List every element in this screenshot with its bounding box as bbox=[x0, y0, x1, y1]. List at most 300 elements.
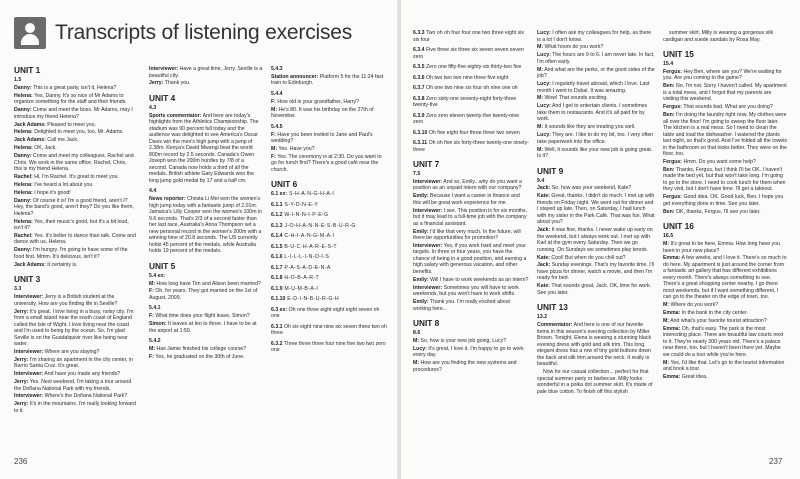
dialogue-text: And here are today's highlights from the Athletics Championship. The stadium was 90 percent full today and the audience was delighted to see America's Oscar Davis win the men's high jump with a jump of 2.38m. Kenya's David Mwangi beat the world 800m record by 2.5 seconds. Canada's Owen Joseph won the 200m hurdles by 7/8 of a second. Canada now holds a third of all the medals. British athlete Gary Edwards won the long jump gold medal by 17 and a half cm. bbox=[149, 112, 259, 184]
dialogue-line bbox=[537, 52, 655, 65]
dialogue-text: This is a great party, isn't it, Helena? bbox=[31, 84, 117, 91]
dialogue-line bbox=[149, 313, 263, 320]
person-icon bbox=[14, 17, 46, 49]
track-text: Oh oh five six forty-three twenty-one ninety-three bbox=[413, 140, 529, 153]
dialogue-line bbox=[271, 154, 387, 174]
dialogue-text: Hmm. Do you want some help? bbox=[682, 158, 756, 165]
dialogue-line bbox=[663, 360, 788, 373]
speaker-name: Interviewer: bbox=[14, 371, 44, 378]
speaker-name: F: bbox=[149, 354, 154, 361]
speaker-name: Ben: bbox=[663, 166, 675, 173]
track-number: 5.4.4 bbox=[271, 90, 283, 97]
text-column-4 bbox=[413, 30, 529, 375]
speaker-name: M: bbox=[537, 44, 544, 51]
dialogue-text: Thank you. bbox=[163, 80, 191, 87]
dialogue-line bbox=[663, 112, 788, 158]
dialogue-text: How are you finding the new systems and procedures? bbox=[413, 360, 517, 373]
unit-heading: UNIT 9 bbox=[537, 165, 564, 176]
track-text: Oh five eight four three three two seven bbox=[427, 129, 520, 136]
speaker-name: Jerry: bbox=[14, 308, 29, 315]
dialogue-line bbox=[663, 241, 788, 254]
track-number: 6.1.4 bbox=[271, 233, 283, 240]
text-column-6 bbox=[663, 30, 788, 382]
speaker-name: Emma: bbox=[663, 255, 681, 262]
dialogue-line bbox=[271, 107, 387, 120]
dialogue-line bbox=[14, 198, 136, 218]
speaker-name: F: bbox=[271, 131, 276, 138]
track-line bbox=[413, 75, 529, 82]
dialogue-line bbox=[14, 233, 136, 246]
dialogue-line bbox=[271, 74, 387, 87]
page-number-left: 236 bbox=[14, 457, 28, 466]
dialogue-text: Yes, he graduated on the 30th of June. bbox=[153, 354, 245, 361]
speaker-name: Interviewer: bbox=[14, 393, 44, 400]
track-number: 6.1.3 bbox=[271, 222, 283, 229]
page-header bbox=[14, 14, 394, 52]
track-number: 6.3.1 bbox=[271, 323, 283, 330]
dialogue-line bbox=[14, 379, 136, 392]
dialogue-line bbox=[537, 81, 655, 94]
unit-heading: UNIT 3 bbox=[14, 274, 41, 285]
track-number: 6.3.4 bbox=[413, 47, 425, 53]
track-number: 6.3 ex: bbox=[271, 306, 288, 313]
track-line bbox=[537, 314, 655, 321]
dialogue-line bbox=[14, 247, 136, 260]
track-text: Zero sixty-one seventy-eight forty-three twenty-five bbox=[413, 95, 517, 108]
track-number: 6.3.3 bbox=[413, 30, 425, 36]
track-number: 7.5 bbox=[413, 171, 421, 177]
track-number: 6.3.7 bbox=[413, 85, 425, 91]
track-line bbox=[271, 244, 387, 251]
dialogue-text: So, how is your new job going, Lucy? bbox=[419, 338, 507, 345]
track-number: 4.3 bbox=[149, 104, 157, 111]
dialogue-text: It's great to be here, Emma. How long have you been in your new place? bbox=[663, 241, 780, 254]
dialogue-line bbox=[413, 193, 529, 206]
speaker-name: Danny: bbox=[14, 153, 32, 160]
track-line bbox=[271, 275, 387, 282]
dialogue-line bbox=[413, 285, 529, 298]
right-page bbox=[401, 0, 800, 479]
dialogue-line bbox=[663, 255, 788, 301]
track-line bbox=[271, 341, 387, 354]
track-number: 6.3.5 bbox=[413, 64, 425, 70]
speaker-name: M: bbox=[271, 145, 278, 152]
speaker-name: Ben: bbox=[663, 208, 675, 215]
speaker-name: Helena: bbox=[14, 218, 33, 225]
dialogue-text: I've heard a lot about you. bbox=[32, 181, 94, 188]
dialogue-line bbox=[413, 277, 529, 284]
speaker-name: Lucy: bbox=[413, 345, 427, 352]
speaker-name: Kate: bbox=[537, 283, 550, 290]
speaker-name: M: bbox=[149, 346, 156, 353]
dialogue-text: Yes, if you work hard and meet your targets. In three or four years, you have the chance of being in a good position, and earning a high salary with generous vacation, and other benefits. bbox=[413, 242, 527, 275]
speaker-name: Lucy: bbox=[537, 103, 551, 110]
track-number: 13.2 bbox=[537, 314, 548, 321]
dialogue-text: Platform 5 for the 11:24 fast train to Edinburgh. bbox=[271, 73, 384, 87]
track-number: 5.4.2 bbox=[149, 338, 161, 345]
speaker-name: Jerry: bbox=[14, 379, 29, 386]
track-text: Oh one three eight eight eight seven oh one bbox=[271, 306, 380, 320]
track-line bbox=[149, 105, 263, 112]
dialogue-line bbox=[663, 194, 788, 207]
track-line bbox=[537, 178, 655, 185]
dialogue-line bbox=[14, 357, 136, 370]
track-text: Oh two two two nine three five eight bbox=[424, 74, 509, 81]
track-line bbox=[271, 223, 387, 230]
unit-heading: UNIT 16 bbox=[663, 221, 694, 232]
dialogue-text: Oh, that's easy. The park is the most interesting place. There are beautiful law courts next to it. They're nearly 300 years old. There's a palace near there, too, but I haven't been there yet. Maybe we could do a tour while you're here. bbox=[663, 325, 784, 358]
dialogue-line bbox=[537, 44, 655, 51]
dialogue-text: I often ask my colleagues for help, as there is a lot I don't know. bbox=[537, 30, 652, 43]
track-line bbox=[271, 212, 387, 219]
track-number: 1.5 bbox=[14, 77, 22, 83]
unit-heading: UNIT 1 bbox=[14, 65, 41, 75]
dialogue-text: Because I want a career in finance and this will be great work experience for me. bbox=[413, 193, 520, 206]
dialogue-text: Sometimes you will have to work weekends, but you won't have to work shifts. bbox=[413, 284, 519, 298]
track-line bbox=[413, 96, 529, 109]
speaker-name: F: bbox=[271, 98, 276, 105]
dialogue-text: Cool! But when do you chill out? bbox=[549, 254, 626, 261]
page-title: Transcripts of listening exercises bbox=[55, 21, 353, 44]
track-number: 4.4 bbox=[149, 188, 157, 195]
track-number: 6.1.8 bbox=[271, 275, 283, 282]
dialogue-text: It was fine, thanks. I never wake up early on the weekend, but I always work out. I met up with Karl at the gym every Saturday. Then we go running. On Sundays we sometimes play tennis. bbox=[537, 227, 653, 253]
dialogue-text: That sounds great, Jack. OK, time for work. See you later. bbox=[537, 283, 652, 296]
speaker-name: M: bbox=[413, 338, 420, 345]
dialogue-text: And have you made any friends? bbox=[43, 371, 121, 378]
speaker-name: Jack Adams: bbox=[14, 137, 46, 144]
speaker-name: Ben: bbox=[663, 112, 675, 119]
dialogue-text: Call me Jack. bbox=[45, 137, 79, 144]
speaker-name: Jerry: bbox=[14, 401, 29, 408]
track-number: 5.4.1 bbox=[149, 305, 161, 312]
unit-heading: UNIT 5 bbox=[149, 260, 176, 271]
speaker-name: Station announcer: bbox=[271, 73, 319, 80]
dialogue-text: OK, thanks, Fergus. I'll see you later. bbox=[674, 208, 761, 215]
paragraph: Now for our casual collection... perfect for that special summer party or barbecue. Milly looks wonderful in a polka dot summer skirt. It's made of pale blue cotton. To finish off this stylish bbox=[537, 369, 653, 395]
track-text: B-U-C-H-A-R-E-S-T bbox=[282, 243, 338, 250]
dialogue-line bbox=[14, 219, 136, 232]
dialogue-text: What time does your flight leave, Simon? bbox=[153, 313, 250, 320]
speaker-name: Interviewer: bbox=[14, 294, 44, 301]
track-line bbox=[271, 124, 387, 131]
dialogue-text: No. I'm not. Sorry I haven't called. My apartment is a total mess, and I forgot that my parents are visiting this weekend. bbox=[663, 83, 787, 103]
speaker-name: Simon: bbox=[149, 321, 167, 328]
track-text: J-O-H-A-N-N-E-S-B-U-R-G bbox=[282, 222, 356, 229]
track-number: 6.1.10 bbox=[271, 296, 286, 303]
dialogue-line bbox=[537, 67, 655, 80]
speaker-name: F: bbox=[149, 288, 154, 295]
dialogue-line bbox=[663, 318, 788, 325]
unit-heading: UNIT 6 bbox=[271, 179, 298, 190]
track-number: 5.4 ex: bbox=[149, 272, 166, 279]
track-number: 6.1.5 bbox=[271, 243, 283, 250]
dialogue-text: Thanks, Fergus, but I think I'll be OK. I haven't made the bed yet, but that won't take long. I'm going to go to the store. I need to cook lunch for them when they visit, but I don't have time. I'll get a takeout. bbox=[663, 166, 786, 193]
dialogue-line bbox=[663, 310, 788, 317]
dialogue-line bbox=[149, 288, 263, 301]
dialogue-text: Thank you. I'm really excited about working here... bbox=[413, 299, 510, 312]
dialogue-text: Has Jamie finished his college course? bbox=[155, 346, 247, 353]
dialogue-line bbox=[14, 349, 136, 356]
dialogue-line bbox=[14, 153, 136, 173]
speaker-name: M: bbox=[271, 106, 278, 113]
track-text: E-D-I-N-B-U-R-G-H bbox=[285, 296, 340, 303]
dialogue-line bbox=[663, 302, 788, 309]
speaker-name: Rachel: bbox=[14, 232, 33, 239]
dialogue-text: The hours are 9 to 6. I am never late. In fact, I'm often early. bbox=[537, 52, 655, 65]
speaker-name: F: bbox=[149, 313, 154, 320]
dialogue-text: Will I have to work weekends as an intern? bbox=[428, 276, 529, 283]
dialogue-text: Yes. Next weekend, I'm taking a tour around the Doñana National Park with my friends. bbox=[14, 379, 132, 392]
dialogue-text: I'm doing the laundry right now. My clothes were all over the floor! I'm going to sweep the floor later. The kitchen is a real mess. So I need to clean the table and load the dishwasher. I watered the plants last night, so that's good. And I've folded all the towels in the bathroom so that looks better. They were on the floor, too. bbox=[663, 112, 787, 158]
track-line bbox=[271, 296, 387, 303]
track-number: 6.3.8 bbox=[413, 95, 425, 102]
speaker-name: M: bbox=[663, 302, 670, 309]
track-line bbox=[271, 66, 387, 73]
speaker-name: Emma: bbox=[663, 310, 681, 317]
dialogue-text: It's in the mountains. I'm really looking forward to it. bbox=[14, 401, 136, 414]
dialogue-line bbox=[537, 147, 655, 160]
track-number: 15.4 bbox=[663, 61, 674, 67]
track-line bbox=[271, 324, 387, 337]
dialogue-text: That sounds bad. What are you doing? bbox=[682, 104, 773, 111]
speaker-name: Jack: bbox=[537, 262, 551, 269]
dialogue-line bbox=[413, 338, 529, 345]
speaker-name: Interviewer: bbox=[149, 66, 179, 72]
track-text: Five three six three six seven seven seven zero bbox=[413, 47, 524, 60]
dialogue-line bbox=[663, 326, 788, 359]
dialogue-text: Yes, Danny. It's so nice of Mr Adams to organize something for the staff and their friends. bbox=[14, 92, 127, 106]
dialogue-line bbox=[413, 179, 529, 192]
dialogue-text: And I get to entertain clients. I sometimes take them to restaurants. And it's all paid for by work. bbox=[537, 103, 648, 123]
track-number: 6.1.9 bbox=[271, 285, 283, 292]
speaker-name: Jack Adams: bbox=[14, 261, 46, 268]
dialogue-text: Yes. It's better to dance than talk. Come and dance with us, Helena. bbox=[14, 232, 136, 246]
dialogue-line bbox=[14, 174, 136, 181]
dialogue-line bbox=[14, 85, 136, 92]
unit-heading: UNIT 13 bbox=[537, 302, 568, 313]
dialogue-line bbox=[537, 193, 655, 226]
track-text: Two oh oh four four one two three eight six six four bbox=[413, 30, 524, 43]
track-text: S-Y-D-N-E-Y bbox=[282, 201, 319, 208]
dialogue-text: I'm sharing an apartment in the city center, in Barrio Santa Cruz. It's great. bbox=[14, 356, 133, 370]
speaker-name: Interviewer: bbox=[413, 178, 443, 185]
dialogue-line bbox=[149, 281, 263, 288]
dialogue-line bbox=[14, 107, 136, 120]
dialogue-line bbox=[537, 283, 655, 296]
speaker-name: Fergus: bbox=[663, 194, 683, 201]
dialogue-line bbox=[149, 196, 263, 255]
dialogue-line bbox=[271, 146, 387, 153]
dialogue-text: Come and meet my colleagues, Rachel and Chris. We work in the same office. Rachel, Chris, this is my friend Helena. bbox=[14, 153, 134, 173]
dialogue-line bbox=[413, 208, 529, 228]
dialogue-line bbox=[14, 262, 136, 269]
dialogue-text: In the bank in the city center. bbox=[680, 310, 748, 317]
dialogue-line bbox=[537, 185, 655, 192]
dialogue-text: They are. I like to do my bit, too. I very often take paperwork into the office. bbox=[537, 132, 654, 145]
dialogue-text: It sounds like they are treating you well. bbox=[543, 124, 636, 131]
track-line bbox=[149, 305, 263, 312]
speaker-name: Danny: bbox=[14, 247, 32, 254]
dialogue-text: OK, Jack. bbox=[32, 145, 57, 152]
dialogue-line bbox=[149, 80, 263, 87]
dialogue-text: Great idea. bbox=[680, 374, 708, 381]
dialogue-text: Yes, I'd like that. Let's go to the tourist information and book a tour. bbox=[663, 359, 785, 373]
dialogue-line bbox=[537, 255, 655, 262]
speaker-name: Danny: bbox=[14, 107, 32, 114]
track-line bbox=[271, 191, 387, 198]
speaker-name: Interviewer: bbox=[413, 242, 443, 249]
speaker-name: Lucy: bbox=[537, 30, 551, 36]
dialogue-text: And what's your favorite tourist attraction? bbox=[669, 318, 767, 325]
dialogue-line bbox=[537, 132, 655, 145]
track-text: Oh six eight nine nine six seven three two oh three bbox=[271, 323, 387, 337]
speaker-name: Jack Adams: bbox=[14, 121, 46, 128]
speaker-name: News reporter: bbox=[149, 196, 186, 203]
unit-heading: UNIT 15 bbox=[663, 49, 694, 59]
dialogue-text: Of course it is! I'm a good friend, aren't I? Hey, the band's good, aren't they? Do you like them, Helena? bbox=[14, 197, 134, 217]
speaker-name: Helena: bbox=[14, 92, 33, 99]
unit-heading: UNIT 8 bbox=[413, 318, 440, 329]
track-text: W-I-N-N-I-P-E-G bbox=[282, 212, 329, 219]
dialogue-line bbox=[537, 95, 655, 102]
speaker-name: Ben: bbox=[663, 83, 675, 90]
track-text: Oh one two nine six four oh nine one oh bbox=[424, 85, 518, 91]
dialogue-text: Where are you staying? bbox=[43, 348, 100, 355]
dialogue-line bbox=[14, 129, 136, 136]
dialogue-text: Delighted to meet you, too, Mr. Adams. bbox=[32, 129, 124, 136]
dialogue-line bbox=[149, 346, 263, 353]
track-text: Zero zero eleven twenty-five twenty-nine zero bbox=[413, 112, 520, 125]
dialogue-line bbox=[663, 104, 788, 111]
track-line bbox=[413, 171, 529, 178]
dialogue-line bbox=[413, 243, 529, 276]
dialogue-text: How long have Tim and Alison been married? bbox=[155, 280, 261, 287]
speaker-name: Sports commentator: bbox=[149, 112, 202, 119]
dialogue-text: Hi, I'm Rachel. It's great to meet you. bbox=[32, 174, 119, 181]
dialogue-line bbox=[537, 227, 655, 253]
dialogue-text: I regularly travel abroad, which I love. Last month I went to Dubai. It was amazing. bbox=[537, 81, 650, 94]
track-number: 6.1.6 bbox=[271, 254, 283, 261]
dialogue-line bbox=[14, 190, 136, 197]
track-number: 16.5 bbox=[663, 233, 674, 240]
dialogue-line bbox=[537, 322, 655, 368]
speaker-name: Emily: bbox=[413, 228, 429, 235]
dialogue-line bbox=[14, 393, 136, 400]
dialogue-text: And so, Emily...why do you want a position as an unpaid intern with our company? bbox=[413, 178, 522, 192]
track-number: 6.3.10 bbox=[413, 129, 428, 136]
dialogue-text: And here is one of our favorite items in this season's evening collection by Miller Brown. Tonight, Elena is wearing a stunning black evening dress with gold and silk trim. This long, elegant dress has a row of tiny gold buttons down the back and silk trim around the neck. It really is beautiful. bbox=[537, 322, 652, 368]
dialogue-text: Sunday evenings. That's my favorite time. I'll have pizza for dinner, watch a movie, and then I'm ready for bed. bbox=[537, 262, 654, 282]
speaker-name: Commentator: bbox=[537, 322, 573, 329]
speaker-name: Lucy: bbox=[537, 52, 551, 59]
track-number: 6.3.11 bbox=[413, 140, 428, 146]
dialogue-text: Where's the Doñana National Park? bbox=[43, 393, 128, 400]
speaker-name: M: bbox=[663, 241, 670, 248]
speaker-name: Rachel: bbox=[14, 174, 33, 181]
dialogue-line bbox=[149, 66, 263, 79]
dialogue-text: Great, thanks. I didn't do much. I met up with friends on Friday night. We went out for dinner and I stayed up late. Then, on Saturday, I had lunch with my sister in the Park Café. That was fun. What about you? bbox=[537, 193, 655, 226]
track-text: Three three three four nine five two two zero one bbox=[271, 340, 386, 354]
dialogue-text: Good idea. OK. Good luck, Ben. I hope you get everything done in time. See you later. bbox=[663, 194, 784, 207]
dialogue-text: Jerry is a British student at the university. How are you finding life in Seville? bbox=[14, 294, 118, 307]
speaker-name: Helena: bbox=[14, 189, 33, 196]
dialogue-text: How old is your grandfather, Harry? bbox=[275, 98, 359, 105]
track-line bbox=[413, 64, 529, 71]
paragraph: summer skirt, Milly is wearing a gorgeous silk cardigan and suede sandals by Rosa May. bbox=[663, 30, 774, 43]
dialogue-line bbox=[14, 182, 136, 189]
dialogue-line bbox=[663, 159, 788, 166]
track-line bbox=[271, 265, 387, 272]
dialogue-text: So, how was your weekend, Kate? bbox=[550, 185, 632, 192]
speaker-name: M: bbox=[537, 66, 544, 73]
dialogue-line bbox=[663, 167, 788, 193]
dialogue-text: It's great. I love living in a busy, noisy city. I'm from a small island near the south coast of England called the Isle of Wight. I love living near the coast and I'm used to being by the ocean. So, I'm glad Seville is on the Guadalquivir river like being near water. bbox=[14, 308, 134, 348]
track-text: C-H-I-A-N-G-M-A-I bbox=[282, 233, 335, 240]
speaker-name: F: bbox=[271, 153, 276, 160]
dialogue-line bbox=[14, 137, 136, 144]
dialogue-text: Yes. Have you? bbox=[277, 145, 315, 152]
dialogue-text: Well, it sounds like your new job is going great. Is it? bbox=[537, 146, 653, 160]
dialogue-text: Have you been invited to Jane and Paul's wedding? bbox=[271, 131, 373, 145]
dialogue-line bbox=[14, 93, 136, 106]
dialogue-text: I hope it's good! bbox=[32, 189, 71, 196]
dialogue-line bbox=[537, 124, 655, 131]
dialogue-line bbox=[663, 374, 788, 381]
track-text: P-A-S-A-D-E-N-A bbox=[282, 264, 331, 271]
dialogue-line bbox=[537, 262, 655, 282]
track-number: 6.1 ex: bbox=[271, 191, 288, 198]
dialogue-text: It's great, I love it. I'm happy to go to work every day. bbox=[413, 345, 524, 359]
speaker-name: M: bbox=[149, 280, 156, 287]
track-line bbox=[271, 286, 387, 293]
unit-heading: UNIT 4 bbox=[149, 92, 176, 103]
text-column-5 bbox=[537, 30, 655, 397]
track-line bbox=[413, 85, 529, 92]
track-line bbox=[413, 113, 529, 126]
track-number: 6.1.1 bbox=[271, 201, 283, 208]
speaker-name: Emma: bbox=[663, 374, 681, 381]
dialogue-line bbox=[14, 122, 136, 129]
dialogue-text: He's 80. It was his birthday on the 27th of November. bbox=[271, 106, 374, 120]
speaker-name: Helena: bbox=[14, 129, 33, 136]
track-number: 8.6 bbox=[413, 330, 421, 337]
text-column-2 bbox=[149, 66, 263, 362]
dialogue-text: It leaves at ten to three. I have to be at the airport at 1:50. bbox=[149, 321, 257, 334]
dialogue-text: What hours do you work? bbox=[543, 44, 604, 51]
track-number: 6.1.7 bbox=[271, 264, 283, 271]
dialogue-text: Where do you work? bbox=[669, 302, 719, 309]
track-line bbox=[14, 286, 136, 293]
dialogue-text: It certainly is. bbox=[45, 261, 78, 268]
speaker-name: Emma: bbox=[663, 325, 681, 332]
track-line bbox=[413, 140, 529, 153]
speaker-name: Helena: bbox=[14, 145, 33, 152]
track-line bbox=[271, 233, 387, 240]
dialogue-text: I'd like that very much. In the future, will there be opportunities for promotion? bbox=[413, 228, 521, 242]
speaker-name: M: bbox=[537, 146, 544, 153]
dialogue-line bbox=[413, 346, 529, 359]
dialogue-line bbox=[149, 354, 263, 361]
speaker-name: Danny: bbox=[14, 197, 32, 204]
track-line bbox=[149, 188, 263, 195]
dialogue-text: A few weeks, and I love it. There's so much to do here. My apartment is just around the corner from a fantastic art gallery that has different exhibitions every month. There's always something to see. There's a great shopping center nearby. I go there most weekends, but if I want something different, I can go to the theater on the edge of town, too. bbox=[663, 255, 787, 301]
dialogue-line bbox=[663, 69, 788, 82]
speaker-name: Jerry: bbox=[14, 356, 29, 363]
track-line bbox=[271, 307, 387, 320]
dialogue-text: Have a great time, Jerry. Seville is a beautiful city. bbox=[149, 66, 263, 79]
track-line bbox=[271, 91, 387, 98]
